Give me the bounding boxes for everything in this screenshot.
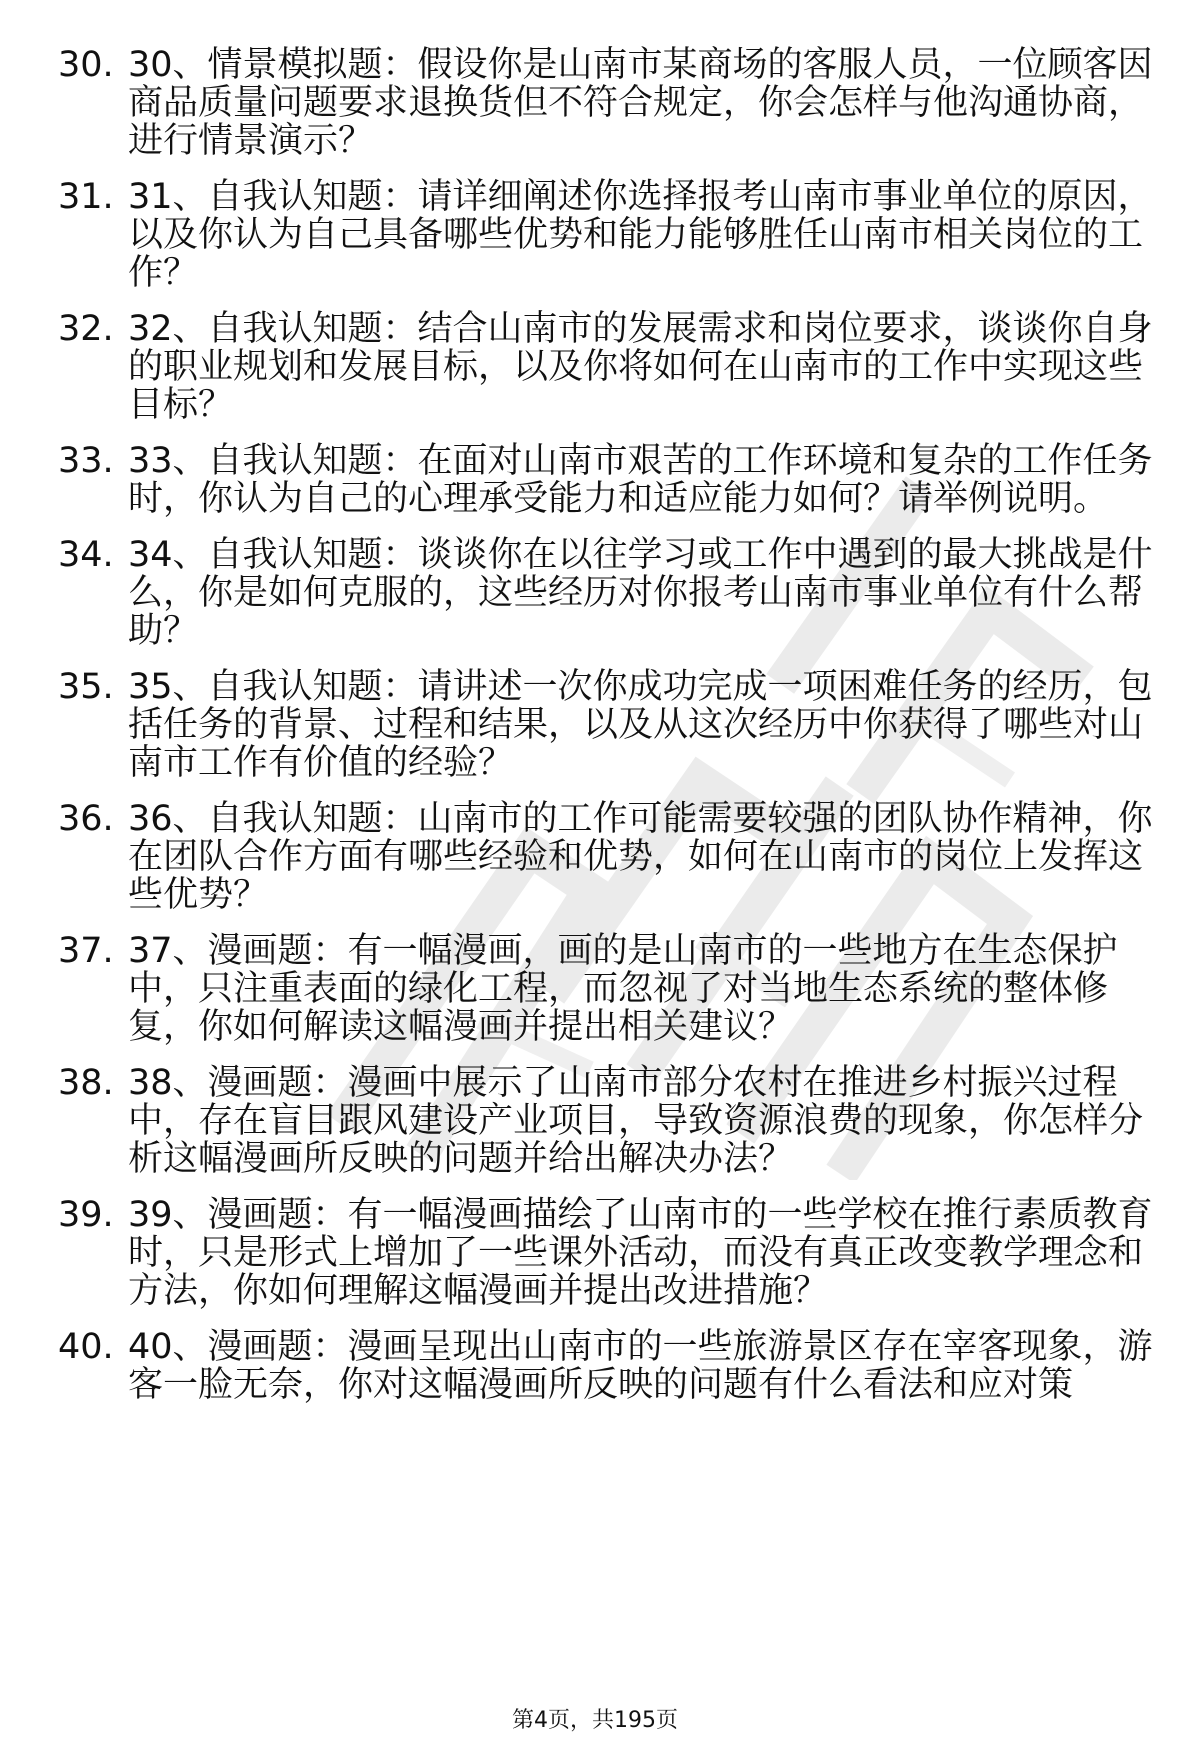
question-item xyxy=(58,1064,1158,1178)
question-number: 34. xyxy=(58,535,114,575)
question-item xyxy=(58,932,1158,1046)
question-text: 34、自我认知题：谈谈你在以往学习或工作中遇到的最大挑战是什么，你是如何克服的，这些经历对你报考山南市事业单位有什么帮助？ xyxy=(128,535,1153,651)
question-number: 32. xyxy=(58,309,114,349)
question-number: 30. xyxy=(58,45,114,85)
question-number: 31. xyxy=(58,177,114,217)
question-text: 32、自我认知题：结合山南市的发展需求和岗位要求，谈谈你自身的职业规划和发展目标，以及你将如何在山南市的工作中实现这些目标？ xyxy=(128,309,1153,425)
question-list xyxy=(58,46,1158,1422)
question-text: 40、漫画题：漫画呈现出山南市的一些旅游景区存在宰客现象，游客一脸无奈，你对这幅漫画所反映的问题有什么看法和应对策 xyxy=(128,1327,1153,1405)
question-text: 39、漫画题：有一幅漫画描绘了山南市的一些学校在推行素质教育时，只是形式上增加了一些课外活动，而没有真正改变教学理念和方法，你如何理解这幅漫画并提出改进措施？ xyxy=(128,1195,1153,1311)
question-number: 35. xyxy=(58,667,114,707)
question-text: 35、自我认知题：请讲述一次你成功完成一项困难任务的经历，包括任务的背景、过程和结果，以及从这次经历中你获得了哪些对山南市工作有价值的经验？ xyxy=(128,667,1153,783)
question-number: 40. xyxy=(58,1327,114,1367)
page-footer xyxy=(0,1708,1190,1734)
question-text: 30、情景模拟题：假设你是山南市某商场的客服人员，一位顾客因商品质量问题要求退换货但不符合规定，你会怎样与他沟通协商，进行情景演示？ xyxy=(128,45,1153,161)
question-item xyxy=(58,1328,1158,1404)
page-number-label: 第4页，共195页 xyxy=(512,1708,678,1733)
question-item xyxy=(58,668,1158,782)
question-text: 36、自我认知题：山南市的工作可能需要较强的团队协作精神，你在团队合作方面有哪些经验和优势，如何在山南市的岗位上发挥这些优势？ xyxy=(128,799,1153,915)
question-number: 38. xyxy=(58,1063,114,1103)
question-text: 37、漫画题：有一幅漫画，画的是山南市的一些地方在生态保护中，只注重表面的绿化工程，而忽视了对当地生态系统的整体修复，你如何解读这幅漫画并提出相关建议？ xyxy=(128,931,1118,1047)
question-number: 39. xyxy=(58,1195,114,1235)
question-item xyxy=(58,310,1158,424)
question-item xyxy=(58,442,1158,518)
question-text: 33、自我认知题：在面对山南市艰苦的工作环境和复杂的工作任务时，你认为自己的心理承受能力和适应能力如何？请举例说明。 xyxy=(128,441,1153,519)
question-text: 38、漫画题：漫画中展示了山南市部分农村在推进乡村振兴过程中，存在盲目跟风建设产业项目，导致资源浪费的现象，你怎样分析这幅漫画所反映的问题并给出解决办法？ xyxy=(128,1063,1144,1179)
question-item xyxy=(58,178,1158,292)
question-text: 31、自我认知题：请详细阐述你选择报考山南市事业单位的原因，以及你认为自己具备哪些优势和能力能够胜任山南市相关岗位的工作？ xyxy=(128,177,1153,293)
question-item xyxy=(58,536,1158,650)
question-item xyxy=(58,800,1158,914)
question-number: 36. xyxy=(58,799,114,839)
question-item xyxy=(58,46,1158,160)
question-item xyxy=(58,1196,1158,1310)
question-number: 33. xyxy=(58,441,114,481)
question-number: 37. xyxy=(58,931,114,971)
